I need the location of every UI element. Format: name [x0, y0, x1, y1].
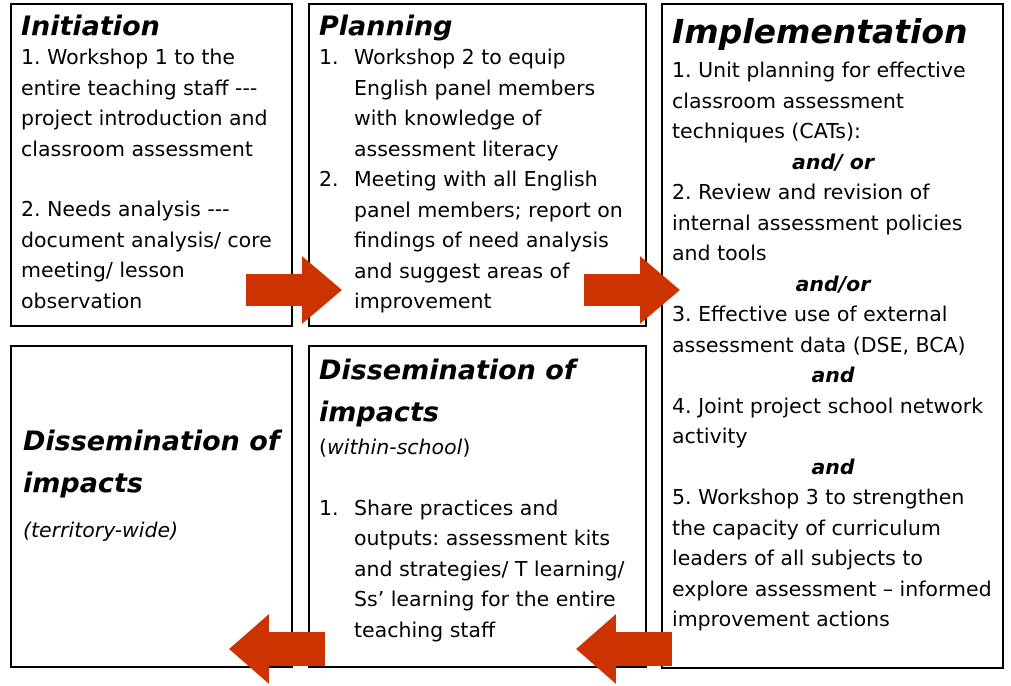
initiation-item-1: 1. Workshop 1 to the entire teaching staff --- project introduction and classroom assessment	[21, 45, 268, 161]
planning-item	[319, 42, 637, 164]
dissemination-item-number: 1.	[319, 495, 339, 520]
arrow-shape	[576, 614, 672, 684]
initiation-title: Initiation	[21, 11, 160, 42]
arrow-shape	[229, 614, 325, 684]
scope-text: within-school	[327, 435, 463, 459]
arrow-shape	[246, 256, 342, 324]
planning-item-number: 1.	[319, 45, 339, 69]
implementation-conjunction: and	[811, 363, 855, 387]
implementation-item-1: 1. Unit planning for effective classroom assessment techniques (CATs):	[672, 58, 966, 143]
implementation-title: Implementation	[672, 12, 968, 51]
implementation-conjunction: and/or	[795, 271, 871, 296]
implementation-conjunction: and	[811, 454, 855, 479]
implementation-item-4: 4. Joint project school network activity	[672, 393, 984, 448]
planning-title: Planning	[319, 11, 453, 42]
scope-close-paren: )	[462, 435, 471, 459]
dissemination-within-title: Dissemination of impacts	[319, 355, 576, 428]
implementation-item-2: 2. Review and revision of internal assessment policies and tools	[672, 180, 963, 265]
arrow-shape	[584, 256, 680, 324]
initiation-item-2: 2. Needs analysis --- document analysis/ core meeting/ lesson observation	[21, 197, 272, 313]
scope-open-paren: (	[319, 435, 327, 459]
implementation-conjunction: and/ or	[792, 149, 874, 174]
planning-item-text: Meeting with all English panel members; report on findings of need analysis and suggest areas of improvement	[354, 167, 623, 313]
arrow-dissemination-to-territory-icon	[227, 612, 327, 686]
planning-item-text: Workshop 2 to equip English panel members with knowledge of assessment literacy	[354, 45, 596, 161]
implementation-item-5: 5. Workshop 3 to strengthen the capacity of curriculum leaders of all subjects to explore assessment – informed improvement actions	[672, 485, 992, 631]
planning-item-number: 2.	[319, 167, 339, 191]
dissemination-territory-title: Dissemination of impacts	[23, 426, 280, 499]
dissemination-within-scope	[319, 432, 637, 463]
dissemination-territory-scope: (territory-wide)	[23, 518, 179, 542]
arrow-planning-to-implementation-icon	[582, 254, 682, 326]
dissemination-item-text: Share practices and outputs: assessment kits and strategies/ T learning/ Ss’ learning for the entire teaching staff	[354, 495, 625, 642]
arrow-implementation-to-dissemination-icon	[574, 612, 674, 686]
arrow-initiation-to-planning-icon	[244, 254, 344, 326]
implementation-box	[661, 3, 1004, 669]
implementation-item-3: 3. Effective use of external assessment data (DSE, BCA)	[672, 302, 966, 357]
